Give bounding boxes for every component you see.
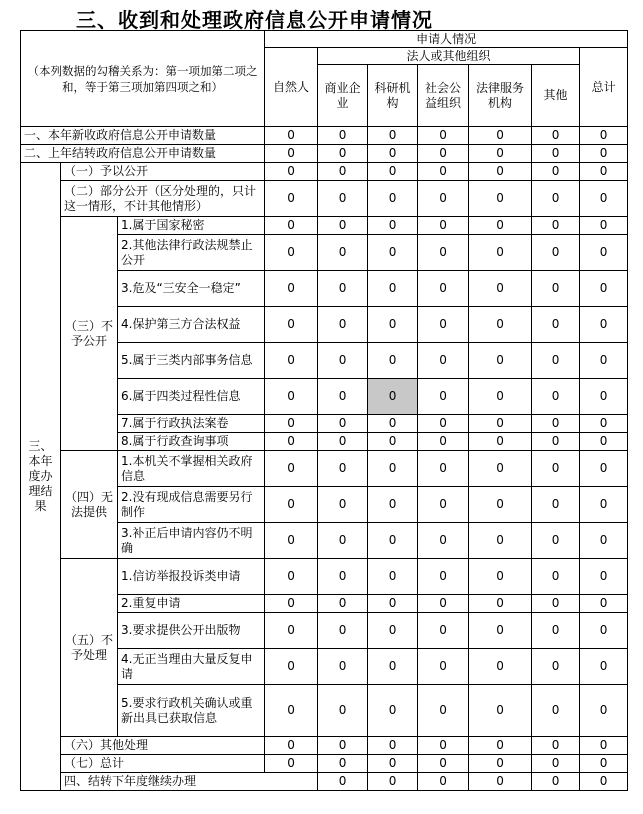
value-cell: 0 (580, 217, 628, 235)
value-cell: 0 (580, 379, 628, 415)
value-cell: 0 (469, 595, 532, 613)
value-cell: 0 (418, 127, 469, 145)
value-cell: 0 (368, 235, 418, 271)
value-cell: 0 (580, 415, 628, 433)
value-cell: 0 (265, 271, 318, 307)
value-cell: 0 (265, 181, 318, 217)
value-cell: 0 (368, 433, 418, 451)
value-cell: 0 (265, 145, 318, 163)
value-cell: 0 (318, 181, 368, 217)
row-new-applications (21, 127, 628, 145)
header-natural-person: 自然人 (265, 48, 318, 127)
value-cell: 0 (532, 685, 580, 737)
value-cell: 0 (265, 307, 318, 343)
value-cell: 0 (580, 145, 628, 163)
value-cell: 0 (580, 737, 628, 755)
value-cell: 0 (469, 343, 532, 379)
value-cell: 0 (532, 649, 580, 685)
value-cell: 0 (580, 343, 628, 379)
value-cell: 0 (418, 343, 469, 379)
value-cell: 0 (318, 595, 368, 613)
info-disclosure-table (20, 30, 628, 791)
value-cell: 0 (318, 433, 368, 451)
value-cell: 0 (532, 271, 580, 307)
value-cell: 0 (469, 559, 532, 595)
value-cell: 0 (318, 523, 368, 559)
value-cell: 0 (418, 235, 469, 271)
page-title: 三、收到和处理政府信息公开申请情况 (76, 8, 433, 32)
row-label: 1.属于国家秘密 (118, 217, 265, 235)
row-label: 8.属于行政查询事项 (118, 433, 265, 451)
value-cell: 0 (469, 235, 532, 271)
value-cell: 0 (318, 559, 368, 595)
value-cell: 0 (418, 271, 469, 307)
value-cell: 0 (265, 595, 318, 613)
row-label: （二）部分公开（区分处理的，只计这一情形，不计其他情形） (61, 181, 265, 217)
value-cell: 0 (580, 487, 628, 523)
row-label: 2.其他法律行政法规禁止公开 (118, 235, 265, 271)
header-business: 商业企业 (318, 65, 368, 127)
value-cell: 0 (580, 271, 628, 307)
value-cell: 0 (318, 145, 368, 163)
row-label: 7.属于行政执法案卷 (118, 415, 265, 433)
value-cell: 0 (580, 773, 628, 791)
value-cell: 0 (265, 737, 318, 755)
value-cell: 0 (469, 755, 532, 773)
value-cell: 0 (368, 487, 418, 523)
row-label: 4.保护第三方合法权益 (118, 307, 265, 343)
row-carry-forward (21, 773, 628, 791)
value-cell: 0 (532, 343, 580, 379)
value-cell: 0 (368, 685, 418, 737)
value-cell: 0 (580, 433, 628, 451)
value-cell: 0 (580, 451, 628, 487)
row-carried-over (21, 145, 628, 163)
row-label: 二、上年结转政府信息公开申请数量 (21, 145, 265, 163)
value-cell: 0 (418, 217, 469, 235)
value-cell: 0 (469, 145, 532, 163)
value-cell: 0 (318, 307, 368, 343)
row-label: 一、本年新收政府信息公开申请数量 (21, 127, 265, 145)
row-label: （七）总计 (61, 755, 265, 773)
value-cell: 0 (368, 773, 418, 791)
value-cell: 0 (580, 181, 628, 217)
value-cell: 0 (318, 235, 368, 271)
value-cell: 0 (265, 415, 318, 433)
value-cell: 0 (418, 773, 469, 791)
value-cell: 0 (469, 613, 532, 649)
value-cell: 0 (368, 127, 418, 145)
row-label: 4.无正当理由大量反复申请 (118, 649, 265, 685)
value-cell: 0 (469, 737, 532, 755)
value-cell: 0 (368, 307, 418, 343)
row-label: 2.重复申请 (118, 595, 265, 613)
value-cell: 0 (368, 613, 418, 649)
value-cell: 0 (580, 595, 628, 613)
value-cell: 0 (532, 181, 580, 217)
value-cell: 0 (318, 343, 368, 379)
value-cell: 0 (532, 737, 580, 755)
row-label: 6.属于四类过程性信息 (118, 379, 265, 415)
value-cell: 0 (532, 415, 580, 433)
value-cell: 0 (318, 415, 368, 433)
value-cell: 0 (469, 379, 532, 415)
value-cell: 0 (580, 163, 628, 181)
value-cell: 0 (418, 613, 469, 649)
value-cell: 0 (318, 487, 368, 523)
value-cell: 0 (532, 307, 580, 343)
value-cell: 0 (469, 773, 532, 791)
value-cell: 0 (368, 755, 418, 773)
row-label: 5.属于三类内部事务信息 (118, 343, 265, 379)
value-cell: 0 (469, 433, 532, 451)
value-cell: 0 (532, 595, 580, 613)
value-cell: 0 (368, 649, 418, 685)
value-cell: 0 (532, 613, 580, 649)
value-cell: 0 (265, 559, 318, 595)
value-cell: 0 (469, 127, 532, 145)
value-cell: 0 (580, 613, 628, 649)
value-cell: 0 (418, 163, 469, 181)
value-cell: 0 (368, 415, 418, 433)
value-cell: 0 (318, 163, 368, 181)
value-cell: 0 (368, 523, 418, 559)
value-cell: 0 (318, 451, 368, 487)
value-cell: 0 (265, 433, 318, 451)
value-cell: 0 (368, 451, 418, 487)
value-cell: 0 (418, 685, 469, 737)
row-label: 5.要求行政机关确认或重新出具已获取信息 (118, 685, 265, 737)
value-cell: 0 (418, 559, 469, 595)
row-disclosed (21, 163, 628, 181)
value-cell: 0 (532, 559, 580, 595)
value-cell: 0 (418, 649, 469, 685)
value-cell: 0 (368, 595, 418, 613)
value-cell: 0 (418, 595, 469, 613)
value-cell: 0 (265, 685, 318, 737)
value-cell: 0 (580, 685, 628, 737)
value-cell: 0 (469, 523, 532, 559)
value-cell: 0 (368, 181, 418, 217)
value-cell: 0 (469, 685, 532, 737)
value-cell: 0 (532, 451, 580, 487)
value-cell: 0 (418, 379, 469, 415)
value-cell: 0 (580, 235, 628, 271)
value-cell: 0 (469, 451, 532, 487)
value-cell: 0 (580, 755, 628, 773)
row-label: （一）予以公开 (61, 163, 265, 181)
value-cell: 0 (318, 379, 368, 415)
value-cell: 0 (265, 451, 318, 487)
row-partial-disclosed (21, 181, 628, 217)
value-cell: 0 (265, 127, 318, 145)
value-cell: 0 (469, 307, 532, 343)
value-cell: 0 (318, 271, 368, 307)
value-cell: 0 (318, 773, 368, 791)
value-cell: 0 (368, 145, 418, 163)
column-note: （本列数据的勾稽关系为：第一项加第二项之和，等于第三项加第四项之和） (21, 31, 265, 127)
row-not-processed-1 (21, 559, 628, 595)
value-cell: 0 (532, 487, 580, 523)
subgroup-label-not-processed: （五）不予处理 (61, 559, 118, 737)
value-cell: 0 (265, 163, 318, 181)
value-cell: 0 (318, 217, 368, 235)
value-cell: 0 (368, 343, 418, 379)
header-legal-person: 法人或其他组织 (318, 48, 580, 65)
value-cell: 0 (318, 613, 368, 649)
value-cell: 0 (265, 379, 318, 415)
value-cell: 0 (418, 415, 469, 433)
row-label: 3.要求提供公开出版物 (118, 613, 265, 649)
value-cell: 0 (265, 613, 318, 649)
value-cell: 0 (265, 235, 318, 271)
value-cell: 0 (368, 379, 418, 415)
value-cell: 0 (580, 649, 628, 685)
subgroup-label-unable: （四）无法提供 (61, 451, 118, 559)
value-cell: 0 (368, 217, 418, 235)
value-cell: 0 (532, 433, 580, 451)
value-cell: 0 (469, 181, 532, 217)
header-applicant: 申请人情况 (265, 31, 628, 48)
value-cell: 0 (418, 755, 469, 773)
value-cell: 0 (532, 217, 580, 235)
value-cell: 0 (580, 127, 628, 145)
row-label: 1.本机关不掌握相关政府信息 (118, 451, 265, 487)
value-cell: 0 (318, 737, 368, 755)
value-cell: 0 (418, 523, 469, 559)
value-cell: 0 (265, 487, 318, 523)
row-other-processing (21, 737, 628, 755)
value-cell: 0 (368, 271, 418, 307)
value-cell: 0 (532, 235, 580, 271)
row-label: 3.危及“三安全一稳定” (118, 271, 265, 307)
value-cell: 0 (265, 649, 318, 685)
header-social: 社会公益组织 (418, 65, 469, 127)
value-cell: 0 (469, 163, 532, 181)
value-cell: 0 (532, 163, 580, 181)
value-cell: 0 (469, 487, 532, 523)
value-cell: 0 (265, 523, 318, 559)
value-cell: 0 (318, 127, 368, 145)
value-cell: 0 (418, 451, 469, 487)
row-label: 3.补正后申请内容仍不明确 (118, 523, 265, 559)
value-cell: 0 (368, 163, 418, 181)
value-cell: 0 (318, 649, 368, 685)
value-cell: 0 (469, 415, 532, 433)
value-cell: 0 (418, 487, 469, 523)
group-label-results: 三、本年度办理结果 (21, 163, 61, 791)
value-cell: 0 (532, 523, 580, 559)
value-cell: 0 (368, 737, 418, 755)
value-cell: 0 (368, 559, 418, 595)
value-cell: 0 (469, 271, 532, 307)
header-total: 总计 (580, 48, 628, 127)
value-cell: 0 (532, 755, 580, 773)
value-cell: 0 (532, 127, 580, 145)
row-unable-1 (21, 451, 628, 487)
value-cell: 0 (265, 755, 318, 773)
row-not-disclosed-1 (21, 217, 628, 235)
value-cell: 0 (418, 737, 469, 755)
header-law: 法律服务机构 (469, 65, 532, 127)
value-cell: 0 (532, 773, 580, 791)
value-cell: 0 (418, 433, 469, 451)
value-cell: 0 (580, 559, 628, 595)
value-cell: 0 (265, 343, 318, 379)
row-label: 2.没有现成信息需要另行制作 (118, 487, 265, 523)
row-label: （六）其他处理 (61, 737, 265, 755)
row-label: 1.信访举报投诉类申请 (118, 559, 265, 595)
value-cell: 0 (418, 307, 469, 343)
row-subtotal (21, 755, 628, 773)
header-research: 科研机构 (368, 65, 418, 127)
subgroup-label-not-disclosed: （三）不予公开 (61, 217, 118, 451)
value-cell: 0 (532, 145, 580, 163)
value-cell: 0 (418, 145, 469, 163)
value-cell: 0 (265, 217, 318, 235)
value-cell: 0 (469, 217, 532, 235)
header-other: 其他 (532, 65, 580, 127)
value-cell: 0 (580, 307, 628, 343)
value-cell: 0 (469, 649, 532, 685)
row-label: 四、结转下年度继续办理 (61, 773, 318, 791)
value-cell: 0 (580, 523, 628, 559)
value-cell: 0 (532, 379, 580, 415)
value-cell: 0 (318, 685, 368, 737)
value-cell: 0 (418, 181, 469, 217)
value-cell: 0 (318, 755, 368, 773)
